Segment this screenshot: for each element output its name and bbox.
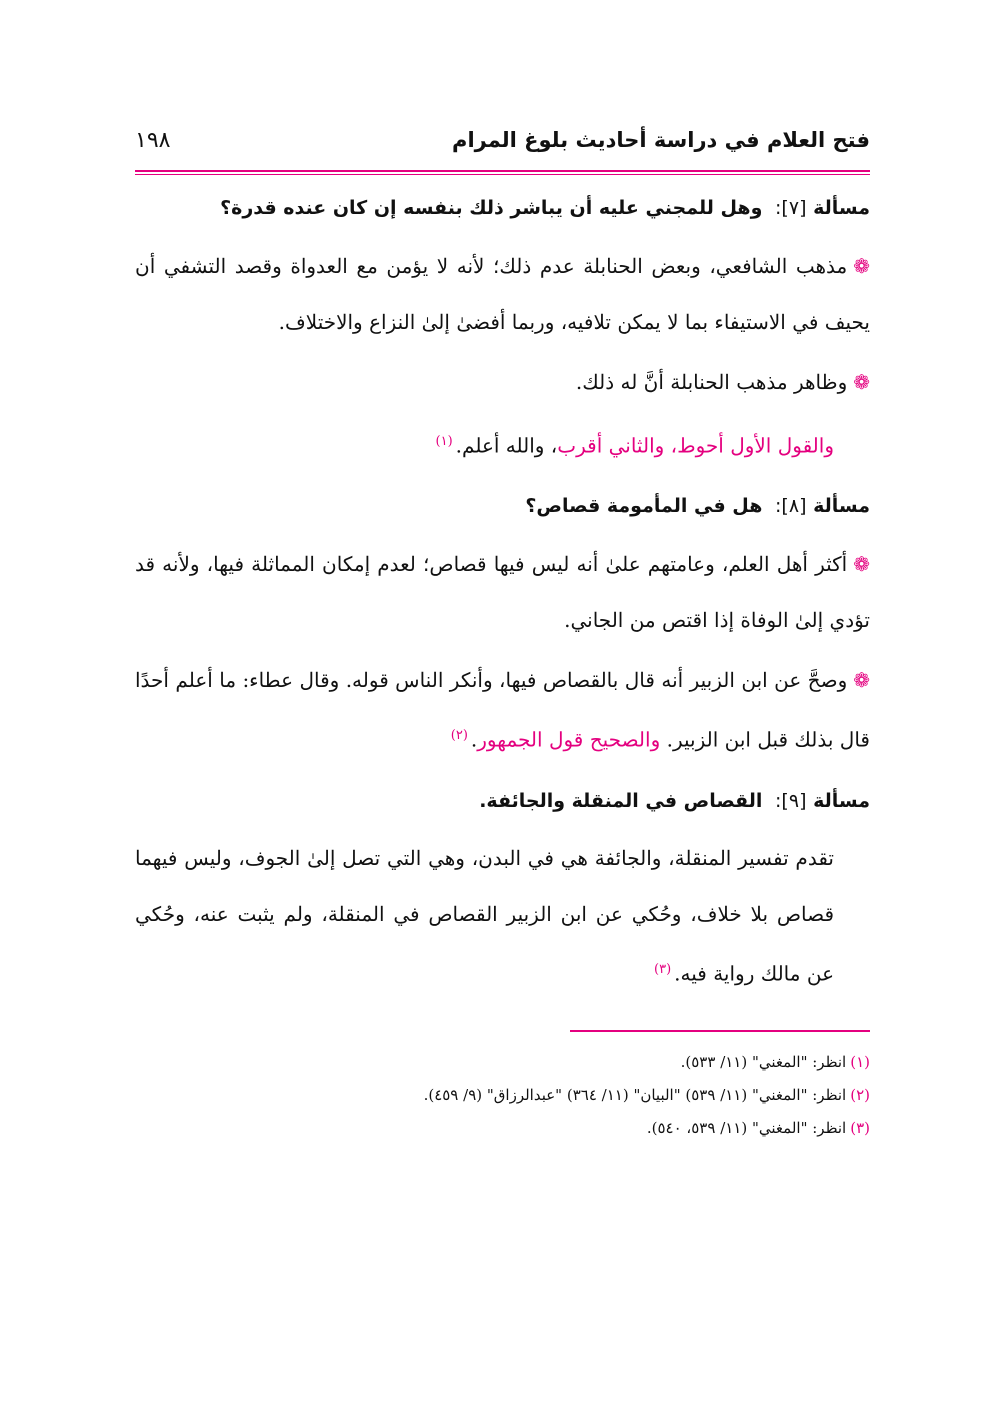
issue-label: مسألة: [813, 495, 870, 518]
footnote-number: (٢): [850, 1085, 870, 1104]
paragraph-text: وصحَّ عن ابن الزبير أنه قال بالقصاص فيها، وأنكر الناس قوله. وقال عطاء: ما أعلم أحدًا قال بذلك قبل ابن الزبير.: [135, 667, 870, 752]
paragraph-text: ، والله أعلم.: [455, 433, 558, 458]
footnote-text: انظر: "المغني" (١١/ ٥٣٣).: [680, 1052, 847, 1071]
conclusion-paragraph: [135, 414, 870, 474]
issue-question: القصاص في المنقلة والجائفة.: [479, 789, 763, 812]
flower-icon: ❁: [853, 369, 870, 394]
footnote: [135, 1046, 870, 1079]
paragraph-text: تقدم تفسير المنقلة، والجائفة هي في البدن، وهي التي تصل إلىٰ الجوف، وليس فيهما قصاص بلا خلاف، وحُكي عن ابن الزبير القصاص في المنقلة، ولم يثبت عنه، وحُكي عن مالك رواية فيه.: [135, 846, 834, 986]
page: [135, 118, 870, 1145]
paragraph-text: أكثر أهل العلم، وعامتهم علىٰ أنه ليس فيها قصاص؛ لعدم إمكان المماثلة فيها، ولأنه قد تؤدي إلىٰ الوفاة إذا اقتص من الجاني.: [135, 551, 870, 632]
page-number: ١٩٨: [135, 128, 171, 153]
footnote-number: (١): [850, 1052, 870, 1071]
paragraph-text: مذهب الشافعي، وبعض الحنابلة عدم ذلك؛ لأنه لا يؤمن مع العدواة وقصد التشفي أن يحيف في الاستيفاء بما لا يمكن تلافيه، وربما أفضىٰ إلىٰ النزاع والاختلاف.: [135, 253, 870, 334]
flower-icon: ❁: [853, 253, 870, 278]
footnote: [135, 1112, 870, 1145]
issue-label: مسألة: [813, 197, 870, 219]
flower-icon: ❁: [853, 667, 870, 692]
paragraph: [135, 652, 870, 768]
issue-7-heading: [135, 195, 870, 222]
paragraph: [135, 536, 870, 648]
paragraph-text: وظاهر مذهب الحنابلة أنَّ له ذلك.: [575, 369, 848, 394]
issue-number: [٩]:: [775, 789, 807, 812]
issue-label: مسألة: [813, 789, 870, 812]
flower-icon: ❁: [853, 551, 870, 576]
running-title: فتح العلام في دراسة أحاديث بلوغ المرام: [452, 128, 870, 152]
issue-8-heading: [135, 493, 870, 520]
highlighted-conclusion: والصحيح قول الجمهور: [477, 727, 661, 752]
issue-9-heading: [135, 788, 870, 815]
footnote-ref[interactable]: (٢): [450, 727, 468, 743]
running-header: [135, 118, 870, 170]
header-rule: [135, 170, 870, 175]
footnote: [135, 1079, 870, 1112]
footnote-separator: [570, 1030, 870, 1032]
issue-question: هل في المأمومة قصاص؟: [525, 495, 763, 518]
footnote-text: انظر: "المغني" (١١/ ٥٣٩، ٥٤٠).: [646, 1118, 847, 1137]
paragraph: [135, 238, 870, 350]
issue-number: [٨]:: [775, 495, 807, 518]
issue-number: [٧]:: [775, 197, 807, 219]
paragraph: [135, 830, 870, 1002]
footnote-text: انظر: "المغني" (١١/ ٥٣٩) "البيان" (١١/ ٣٦٤) "عبدالرزاق" (٩/ ٤٥٩).: [423, 1085, 847, 1104]
footnote-ref[interactable]: (٣): [654, 962, 672, 978]
paragraph-text: .: [470, 727, 478, 752]
issue-question: وهل للمجني عليه أن يباشر ذلك بنفسه إن كان عنده قدرة؟: [220, 197, 763, 219]
footnotes: [135, 1046, 870, 1145]
footnote-number: (٣): [850, 1118, 870, 1137]
paragraph: [135, 354, 870, 410]
footnote-ref[interactable]: (١): [435, 433, 453, 449]
highlighted-conclusion: والقول الأول أحوط، والثاني أقرب: [557, 433, 834, 458]
